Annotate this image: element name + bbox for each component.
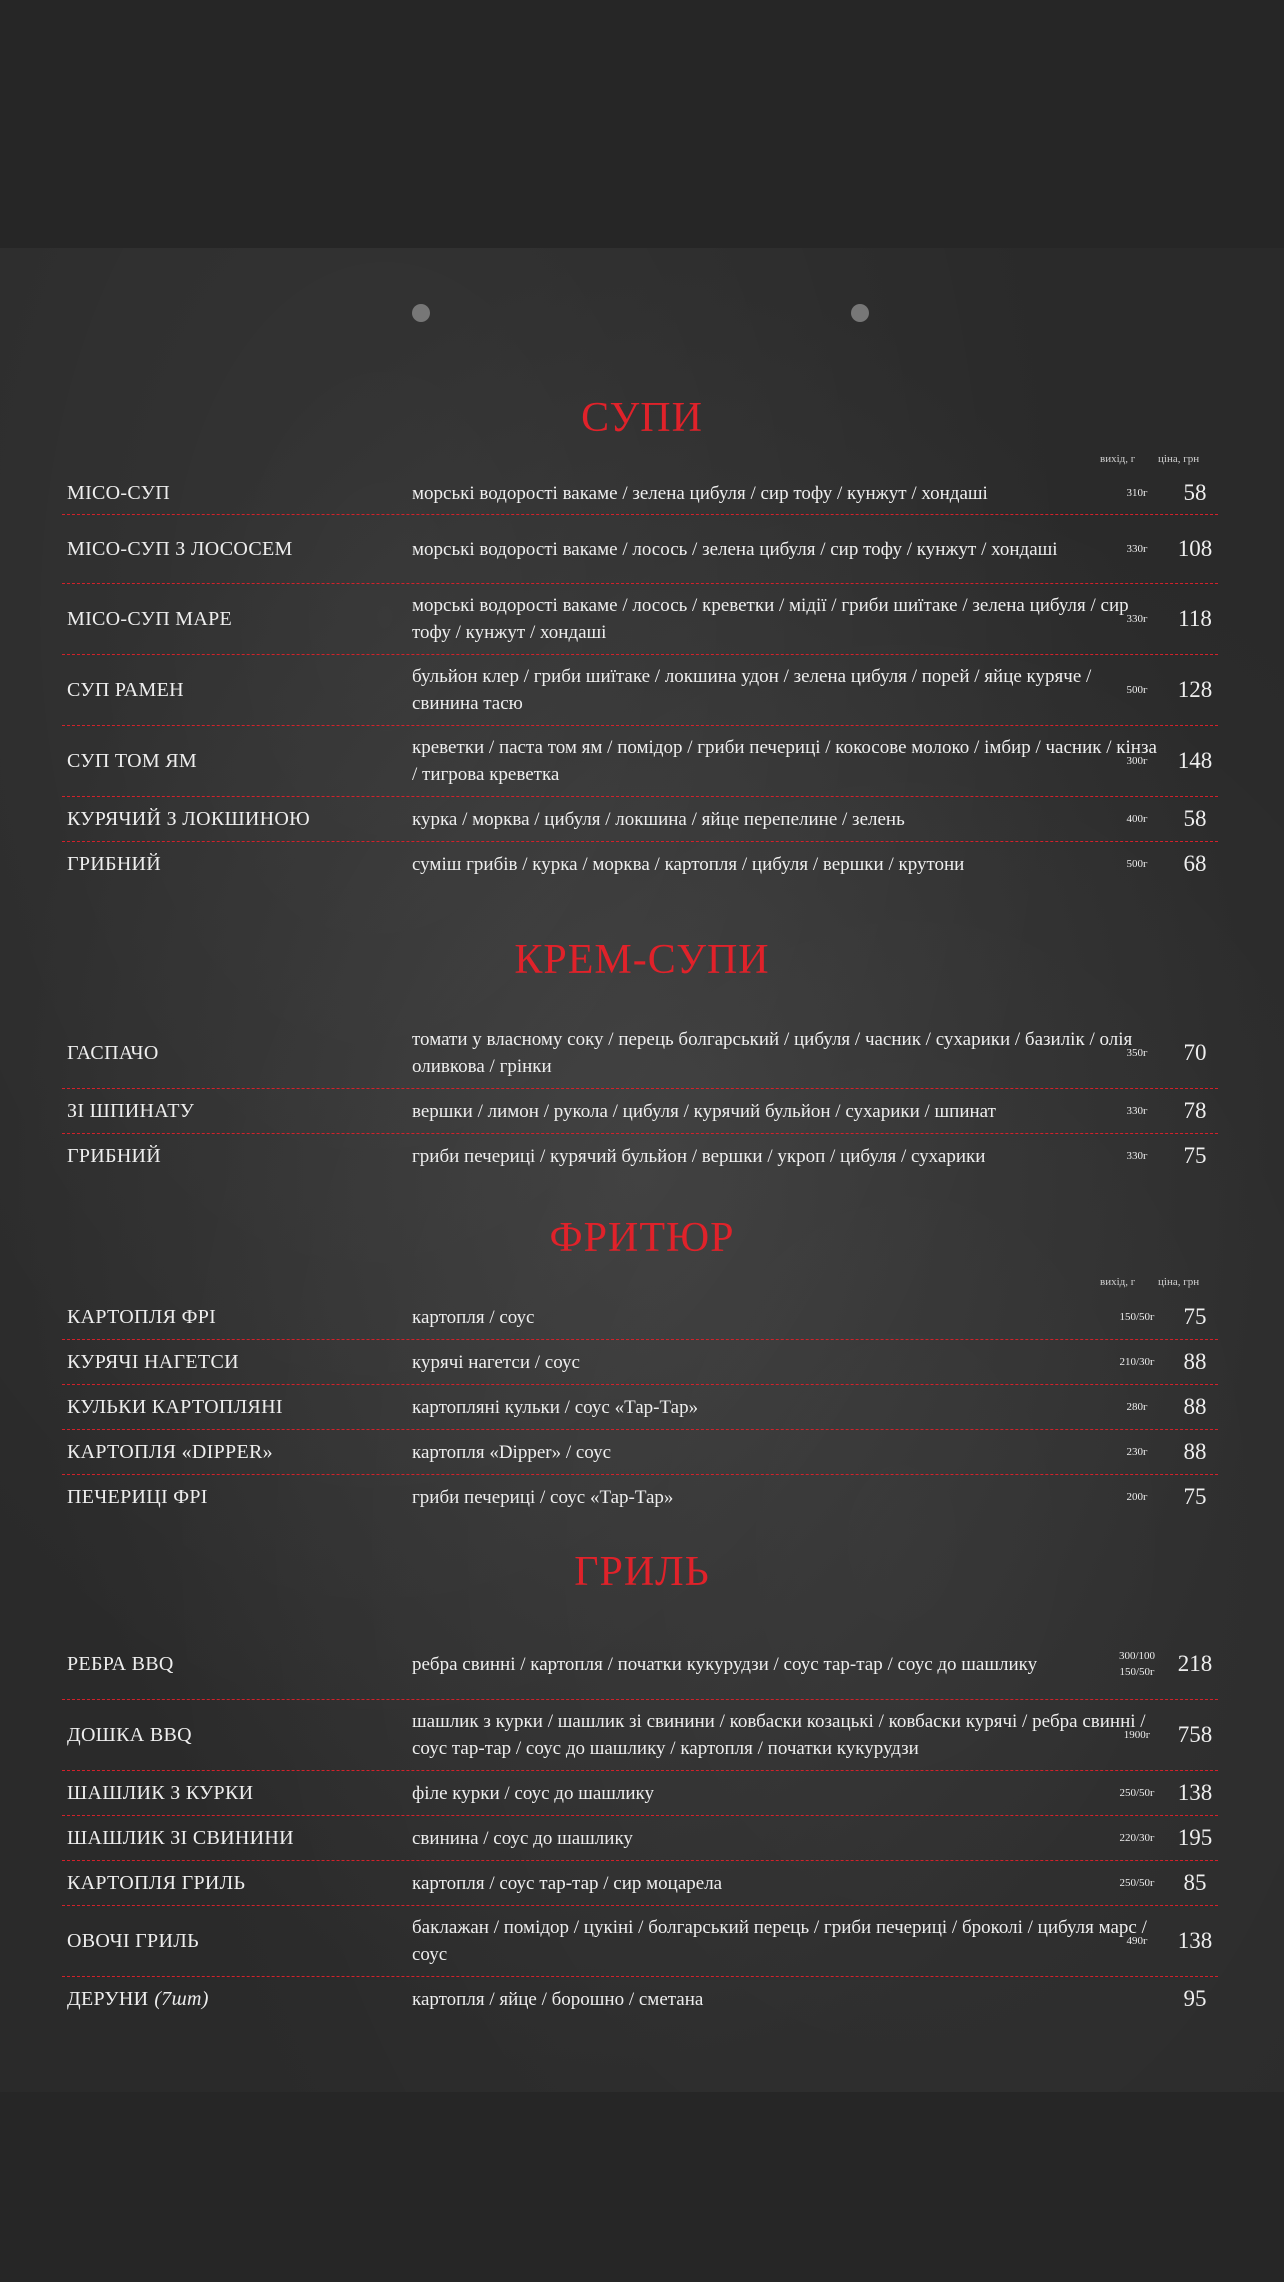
item-name: ОВОЧІ ГРИЛЬ — [67, 1929, 199, 1952]
item-description: шашлик з курки / шашлик зі свинини / ковбаски козацькі / ковбаски курячі / ребра свинні / соус тар-тар / соус до шашлику / картопля / початки кукурудзи — [412, 1711, 1146, 1759]
item-description: морські водорості вакаме / зелена цибуля / сир тофу / кунжут / хондаші — [412, 482, 988, 504]
item-price: 138 — [1177, 1780, 1213, 1805]
section-title-grill: ГРИЛЬ — [574, 1549, 710, 1595]
item-price: 148 — [1177, 748, 1213, 773]
item-price: 138 — [1177, 1928, 1213, 1953]
menu-item — [62, 1771, 1218, 1816]
item-name: ПЕЧЕРИЦІ ФРІ — [67, 1485, 208, 1508]
item-name: ГРИБНИЙ — [67, 852, 162, 875]
item-price: 68 — [1183, 851, 1207, 876]
item-price: 75 — [1183, 1484, 1207, 1509]
item-price: 70 — [1183, 1040, 1207, 1065]
item-weight: 1900г — [1123, 1729, 1151, 1741]
item-price: 85 — [1183, 1870, 1207, 1895]
item-price: 58 — [1183, 806, 1207, 831]
menu-item — [62, 1475, 1218, 1519]
item-weight: 330г — [1126, 613, 1148, 625]
item-name: МІСО-СУП — [67, 481, 170, 504]
item-description: вершки / лимон / рукола / цибуля / курячий бульйон / сухарики / шпинат — [412, 1100, 996, 1122]
item-weight: 200г — [1126, 1491, 1148, 1503]
item-description: картопля / соус — [412, 1306, 535, 1328]
item-price: 88 — [1183, 1349, 1207, 1374]
item-name: РЕБРА BBQ — [67, 1652, 174, 1675]
item-description: гриби печериці / соус «Тар-Тар» — [412, 1486, 674, 1508]
item-price: 78 — [1183, 1098, 1207, 1123]
item-weight: 350г — [1126, 1047, 1148, 1059]
menu-item — [62, 584, 1218, 655]
item-name: СУП ТОМ ЯМ — [67, 749, 197, 772]
menu-item — [62, 1089, 1218, 1134]
item-description: томати у власному соку / перець болгарський / цибуля / часник / сухарики / базилік / олія оливкова / грінки — [412, 1029, 1133, 1077]
item-price: 58 — [1183, 480, 1207, 505]
menu-item — [62, 1385, 1218, 1430]
menu-item — [62, 1629, 1218, 1700]
item-name: КУЛЬКИ КАРТОПЛЯНІ — [67, 1395, 283, 1418]
item-name — [67, 1977, 397, 2021]
menu-item — [62, 1861, 1218, 1906]
item-description: морські водорості вакаме / лосось / зелена цибуля / сир тофу / кунжут / хондаші — [412, 538, 1058, 560]
menu-item — [62, 515, 1218, 584]
menu-item — [62, 797, 1218, 842]
item-price: 88 — [1183, 1394, 1207, 1419]
item-description: креветки / паста том ям / помідор / гриби печериці / кокосове молоко / імбир / часник / кінза / тигрова креветка — [412, 737, 1157, 785]
item-weight: 250/50г — [1119, 1877, 1155, 1889]
item-price: 758 — [1177, 1722, 1213, 1747]
menu-item — [62, 1906, 1218, 1977]
item-name: ГРИБНИЙ — [67, 1144, 162, 1167]
item-name: ЗІ ШПИНАТУ — [67, 1099, 195, 1122]
item-price: 118 — [1178, 606, 1212, 631]
item-weight: 300/100 150/50г — [1118, 1650, 1156, 1678]
item-name: КАРТОПЛЯ «DIPPER» — [67, 1440, 273, 1463]
price-column-header: ціна, грн — [1158, 453, 1200, 465]
item-price: 88 — [1183, 1439, 1207, 1464]
item-description: картопляні кульки / соус «Тар-Тар» — [412, 1396, 699, 1418]
item-name: СУП РАМЕН — [67, 678, 184, 701]
item-description: курячі нагетси / соус — [412, 1351, 580, 1373]
item-price: 195 — [1177, 1825, 1213, 1850]
item-price: 218 — [1177, 1651, 1213, 1676]
item-weight — [1102, 1977, 1172, 2021]
item-description: суміш грибів / курка / морква / картопля / цибуля / вершки / крутони — [412, 853, 965, 875]
item-description: картопля / соус тар-тар / сир моцарела — [412, 1872, 723, 1894]
item-name-text: ДЕРУНИ — [67, 1987, 149, 2010]
binder-hole — [851, 304, 869, 322]
menu-item — [62, 472, 1218, 515]
item-price: 75 — [1183, 1304, 1207, 1329]
item-name: ГАСПАЧО — [67, 1041, 159, 1064]
item-weight: 220/30г — [1119, 1832, 1155, 1844]
item-description: баклажан / помідор / цукіні / болгарський перець / гриби печериці / броколі / цибуля марс / соус — [412, 1917, 1147, 1965]
item-name: МІСО-СУП МАРЕ — [67, 607, 233, 630]
menu-item — [62, 1700, 1218, 1771]
item-price: 75 — [1183, 1143, 1207, 1168]
item-name: КУРЯЧИЙ З ЛОКШИНОЮ — [67, 807, 311, 830]
item-name: КАРТОПЛЯ ГРИЛЬ — [67, 1871, 246, 1894]
menu-item — [62, 1134, 1218, 1178]
item-weight: 230г — [1126, 1446, 1148, 1458]
item-weight: 500г — [1126, 684, 1148, 696]
menu-item — [62, 1018, 1218, 1089]
section-title-cream-soups: КРЕМ-СУПИ — [514, 937, 770, 983]
item-description: курка / морква / цибуля / локшина / яйце перепелине / зелень — [412, 808, 905, 830]
menu-item — [62, 1430, 1218, 1475]
item-weight: 150/50г — [1119, 1311, 1155, 1323]
menu-item — [62, 1977, 1218, 2021]
menu-item — [62, 726, 1218, 797]
item-description: картопля «Dipper» / соус — [412, 1441, 611, 1463]
item-name: КАРТОПЛЯ ФРІ — [67, 1305, 217, 1328]
item-description: філе курки / соус до шашлику — [412, 1782, 655, 1804]
item-name: КУРЯЧІ НАГЕТСИ — [67, 1350, 239, 1373]
item-name: ДОШКА BBQ — [67, 1723, 192, 1746]
item-description: бульйон клер / гриби шиїтаке / локшина удон / зелена цибуля / порей / яйце куряче / свинина тасю — [412, 666, 1092, 714]
item-weight: 330г — [1126, 1150, 1148, 1162]
menu-item — [62, 1816, 1218, 1861]
weight-column-header: вихід, г — [1100, 1276, 1136, 1288]
item-name: МІСО-СУП З ЛОСОСЕМ — [67, 537, 293, 560]
menu-item — [62, 655, 1218, 726]
item-weight: 210/30г — [1119, 1356, 1155, 1368]
item-weight: 250/50г — [1119, 1787, 1155, 1799]
item-weight: 490г — [1126, 1935, 1148, 1947]
item-name: ШАШЛИК ЗІ СВИНИНИ — [67, 1826, 294, 1849]
item-weight: 310г — [1126, 487, 1148, 499]
section-title-fryer: ФРИТЮР — [549, 1215, 735, 1261]
item-price: 108 — [1177, 536, 1213, 561]
section-title-soups: СУПИ — [581, 395, 703, 441]
item-weight: 330г — [1126, 1105, 1148, 1117]
item-description: ребра свинні / картопля / початки кукурудзи / соус тар-тар / соус до шашлику — [412, 1653, 1038, 1675]
item-description: морські водорості вакаме / лосось / креветки / мідії / гриби шиїтаке / зелена цибуля / сир тофу / кунжут / хондаші — [412, 595, 1129, 643]
item-weight: 330г — [1126, 543, 1148, 555]
item-description: картопля / яйце / борошно / сметана — [412, 1988, 704, 2010]
binder-hole — [412, 304, 430, 322]
menu-item — [62, 842, 1218, 886]
menu-item — [62, 1340, 1218, 1385]
item-weight: 400г — [1126, 813, 1148, 825]
item-name: ШАШЛИК З КУРКИ — [67, 1781, 254, 1804]
item-price: 128 — [1177, 677, 1213, 702]
menu-item — [62, 1295, 1218, 1340]
item-name-note: (7шт) — [154, 1987, 209, 2010]
item-description: гриби печериці / курячий бульйон / вершки / укроп / цибуля / сухарики — [412, 1145, 986, 1167]
item-weight: 300г — [1126, 755, 1148, 767]
item-description: свинина / соус до шашлику — [412, 1827, 633, 1849]
price-column-header: ціна, грн — [1158, 1276, 1200, 1288]
item-weight: 280г — [1126, 1401, 1148, 1413]
item-weight: 500г — [1126, 858, 1148, 870]
item-price: 95 — [1183, 1986, 1207, 2011]
weight-column-header: вихід, г — [1100, 453, 1136, 465]
menu-page — [0, 248, 1284, 2092]
